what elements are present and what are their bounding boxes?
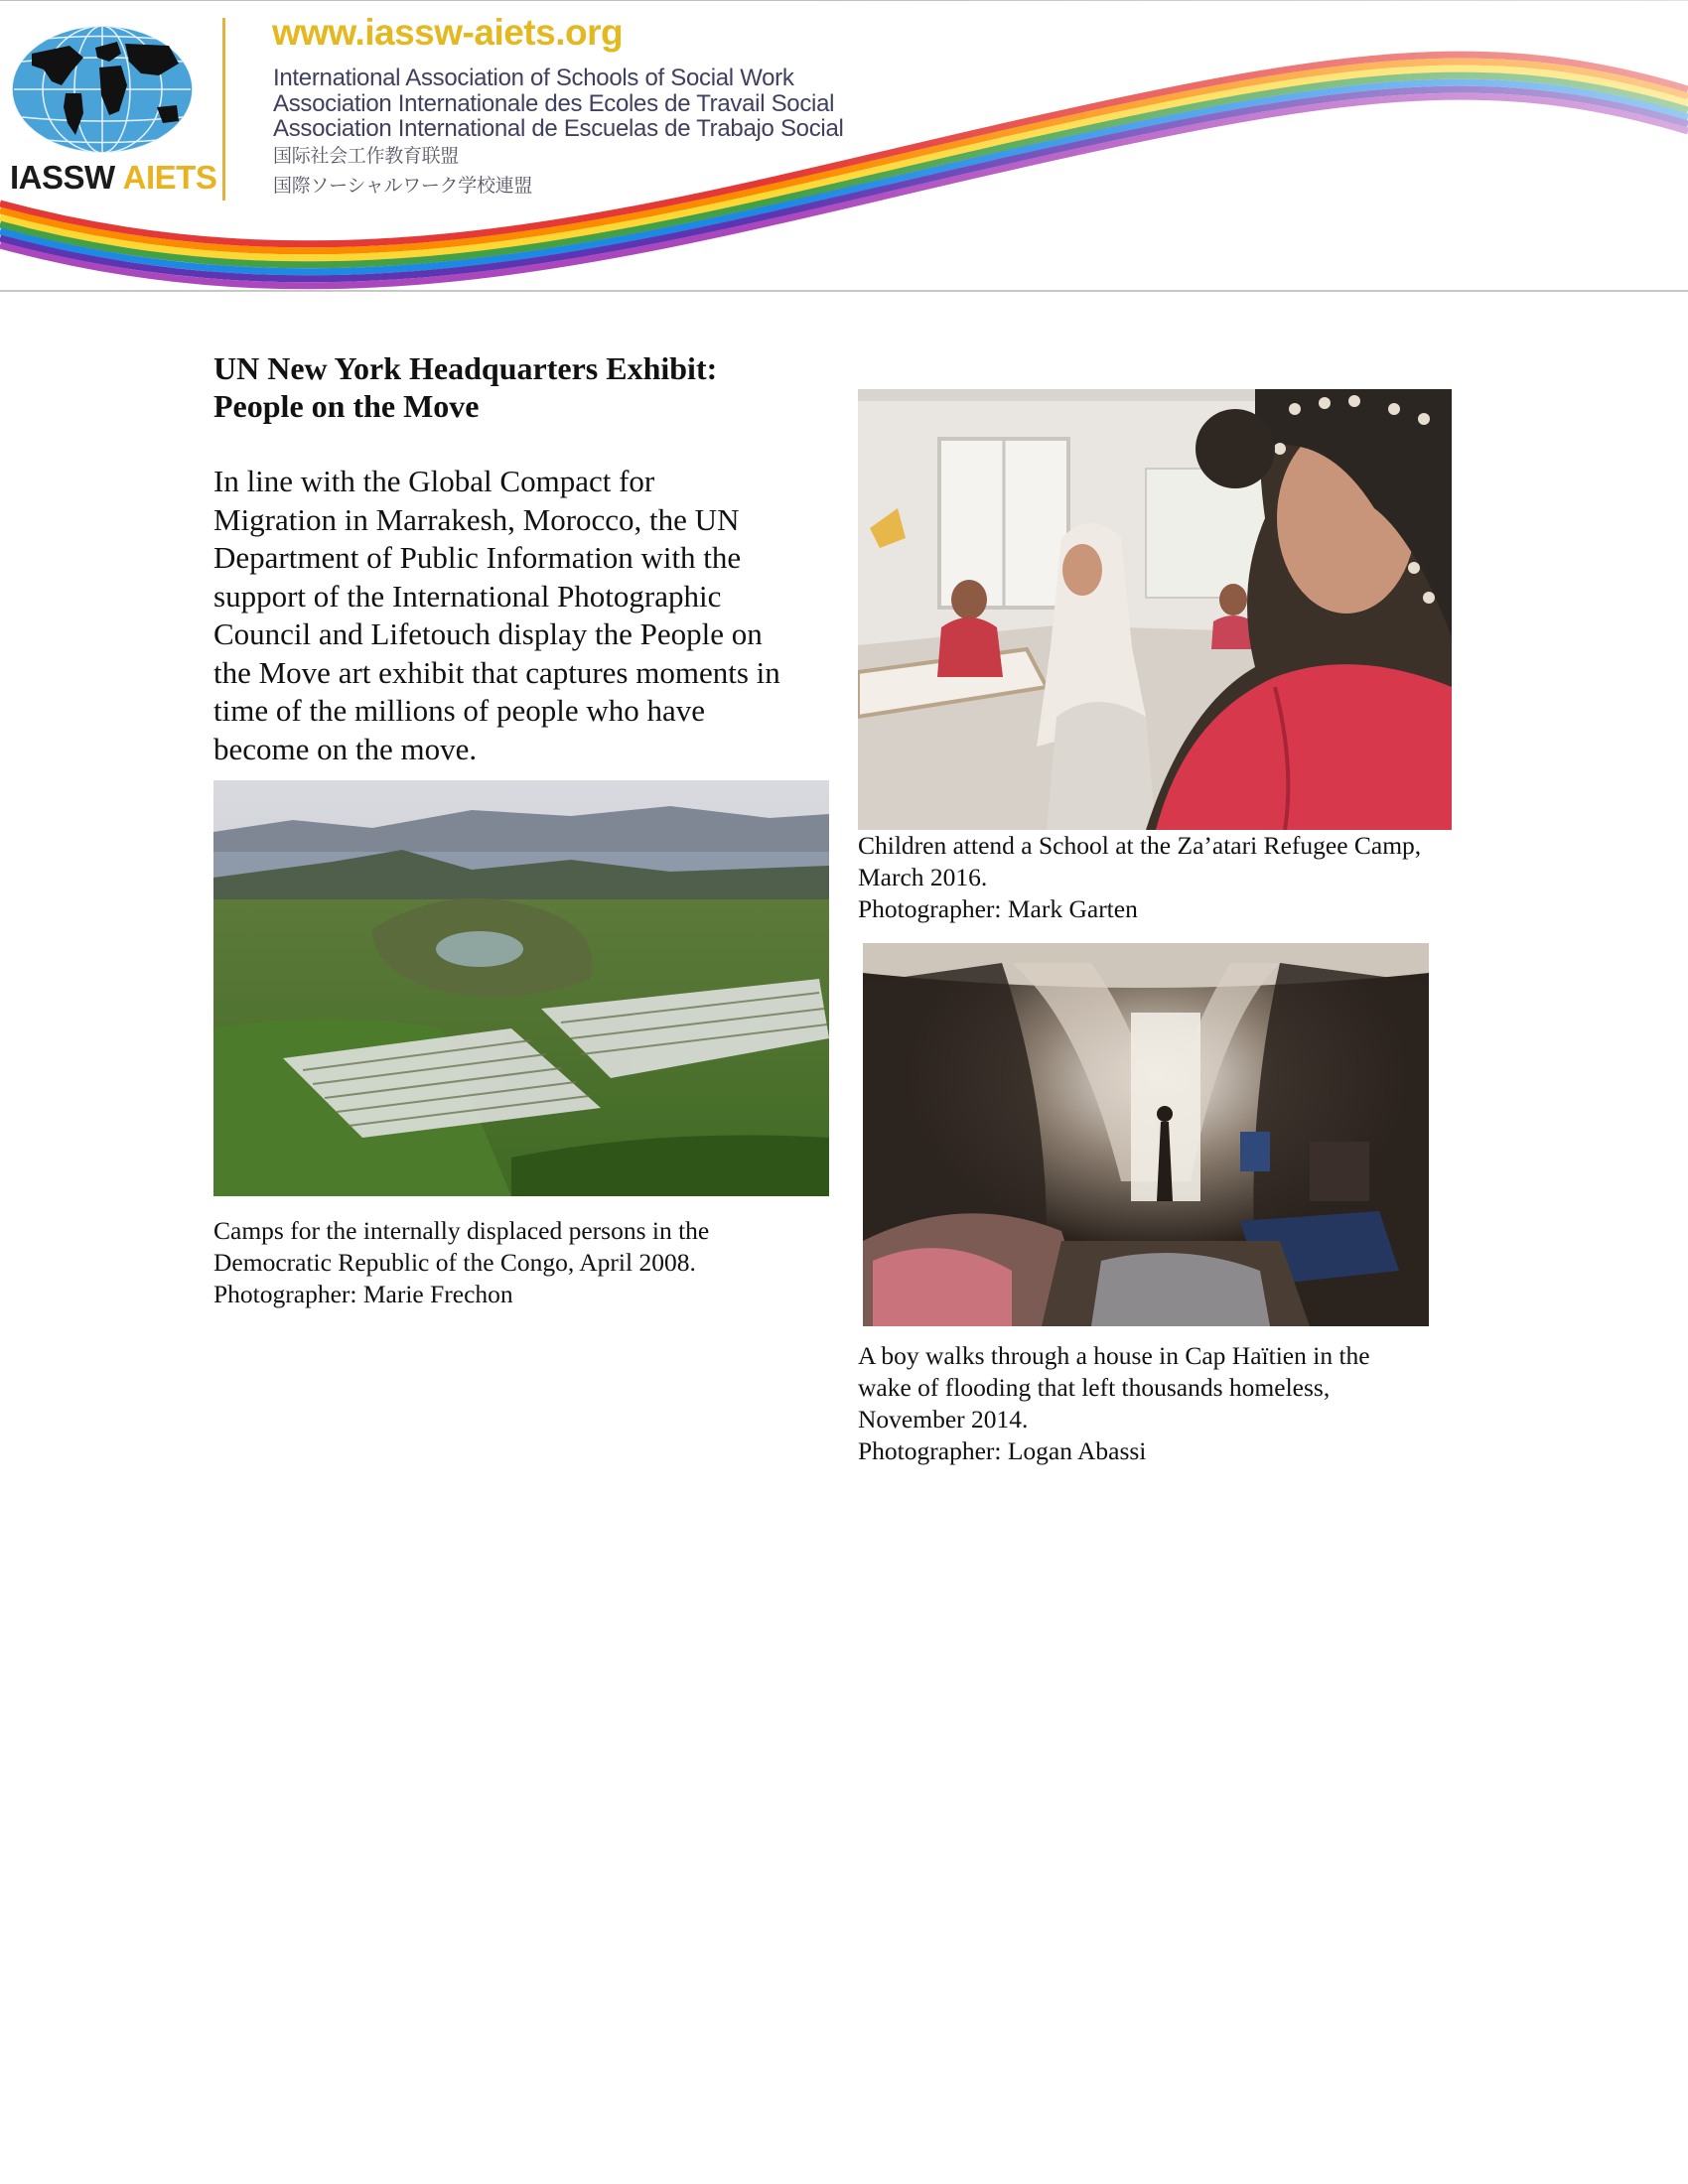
article-title: [213, 349, 829, 425]
letterhead: [0, 0, 1688, 290]
caption-line: wake of flooding that left thousands homeless,: [858, 1373, 1331, 1402]
caption-line: Children attend a School at the Za’atari Refugee Camp,: [858, 831, 1422, 860]
photo-congo-camps: [213, 780, 829, 1196]
caption-line: March 2016.: [858, 863, 988, 891]
caption-line: November 2014.: [858, 1405, 1029, 1433]
caption-line: Photographer: Mark Garten: [858, 894, 1138, 923]
logo-text-iassw: IASSW: [10, 159, 115, 196]
intro-paragraph: [213, 463, 839, 768]
caption-line: Photographer: Marie Frechon: [213, 1280, 513, 1308]
caption-zaatari-school: [858, 830, 1493, 925]
org-name-chinese: 国际社会工作教育联盟: [273, 145, 460, 167]
caption-line: A boy walks through a house in Cap Haïtien in the: [858, 1341, 1370, 1370]
caption-congo-camps: [213, 1215, 849, 1310]
org-name-japanese: 国際ソーシャルワーク学校連盟: [273, 175, 533, 197]
caption-cap-haitien-house: [858, 1340, 1493, 1467]
logo-wordmark: [10, 159, 216, 197]
intro-line: In line with the Global Compact for: [213, 464, 655, 498]
photo-zaatari-school: [858, 389, 1452, 830]
rainbow-swoosh: [0, 0, 1688, 290]
intro-line: Council and Lifetouch display the People on: [213, 616, 763, 651]
intro-line: the Move art exhibit that captures moments in: [213, 654, 780, 690]
org-name-french: Association Internationale des Ecoles de Travail Social: [273, 89, 835, 117]
header-rule: [0, 290, 1688, 292]
org-name-spanish: Association International de Escuelas de Trabajo Social: [273, 115, 844, 142]
organization-names: [273, 66, 844, 202]
intro-line: time of the millions of people who have: [213, 693, 706, 728]
intro-line: Department of Public Information with the: [213, 540, 742, 575]
site-url[interactable]: www.iassw-aiets.org: [272, 12, 624, 53]
caption-line: Camps for the internally displaced persons in the: [213, 1216, 710, 1245]
title-line: UN New York Headquarters Exhibit:: [213, 350, 718, 386]
intro-line: support of the International Photographic: [213, 578, 722, 614]
logo-text-aiets: AIETS: [122, 159, 217, 196]
title-line: People on the Move: [213, 388, 480, 424]
photo-cap-haitien-house: [863, 943, 1429, 1326]
globe-logo-icon: [10, 24, 195, 155]
caption-line: Democratic Republic of the Congo, April 2008.: [213, 1248, 696, 1277]
intro-line: become on the move.: [213, 731, 478, 766]
org-name-english: International Association of Schools of Social Work: [273, 65, 794, 91]
header-divider: [222, 18, 225, 201]
intro-line: Migration in Marrakesh, Morocco, the UN: [213, 501, 740, 537]
caption-line: Photographer: Logan Abassi: [858, 1436, 1147, 1465]
